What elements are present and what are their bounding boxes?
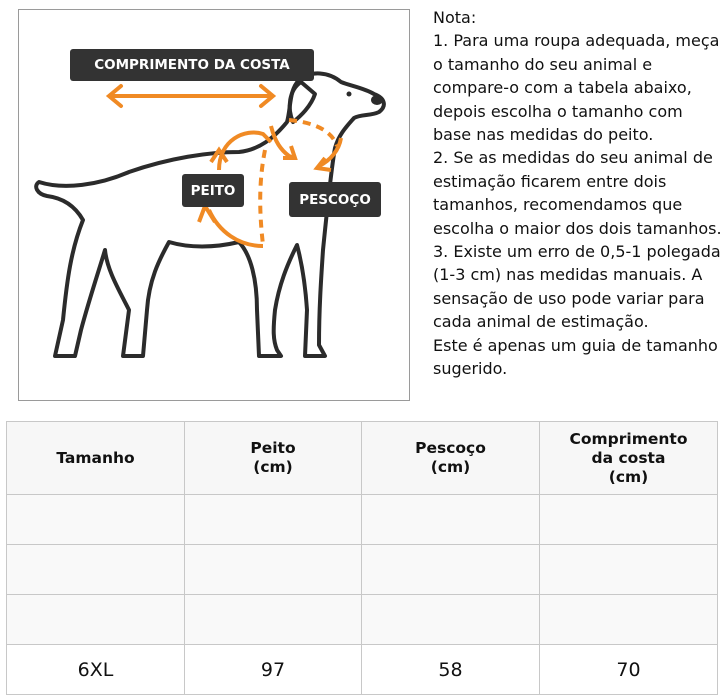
cell-chest	[185, 545, 362, 595]
dog-nose	[371, 95, 383, 105]
cell-neck	[362, 495, 540, 545]
dog-measurement-diagram	[18, 9, 410, 401]
size-table	[6, 421, 718, 695]
cell-neck	[362, 545, 540, 595]
cell-size	[7, 495, 185, 545]
cell-neck	[362, 595, 540, 645]
cell-size: 6XL	[7, 645, 185, 695]
back-length-label: COMPRIMENTO DA COSTA	[70, 49, 314, 81]
dog-ear	[290, 82, 315, 122]
cell-back-length	[540, 595, 718, 645]
cell-chest: 97	[185, 645, 362, 695]
neck-dashed-loop	[289, 120, 337, 146]
note-item: Este é apenas um guia de tamanho sugerido.	[433, 335, 718, 379]
cell-neck: 58	[362, 645, 540, 695]
neck-label: PESCOÇO	[289, 182, 381, 217]
cell-back-length	[540, 545, 718, 595]
table-row	[7, 645, 718, 695]
table-row	[7, 595, 718, 645]
cell-size	[7, 595, 185, 645]
table-row	[7, 495, 718, 545]
note-item: 3. Existe um erro de 0,5-1 polegada (1-3 cm) nas medidas manuais. A sensação de uso pode variar para cada animal de estimação.	[433, 242, 721, 332]
chest-arrow-bottom	[209, 210, 263, 246]
header-size: Tamanho	[7, 422, 185, 495]
chest-label: PEITO	[182, 174, 244, 207]
size-note	[433, 6, 723, 381]
chest-dashed-loop	[260, 150, 265, 245]
table-header-row	[7, 422, 718, 495]
dog-eye	[347, 92, 352, 97]
cell-chest	[185, 495, 362, 545]
header-neck: Pescoço (cm)	[362, 422, 540, 495]
note-item: 2. Se as medidas do seu animal de estimação ficarem entre dois tamanhos, recomendamos que escolha o maior dos dois tamanhos.	[433, 148, 722, 238]
header-back-length: Comprimento da costa (cm)	[540, 422, 718, 495]
cell-back-length	[540, 495, 718, 545]
header-chest: Peito (cm)	[185, 422, 362, 495]
cell-chest	[185, 595, 362, 645]
note-title: Nota:	[433, 8, 477, 27]
table-row	[7, 545, 718, 595]
note-item: 1. Para uma roupa adequada, meça o tamanho do seu animal e compare-o com a tabela abaixo, depois escolha o tamanho com base nas medidas do peito.	[433, 31, 720, 145]
cell-size	[7, 545, 185, 595]
cell-back-length: 70	[540, 645, 718, 695]
